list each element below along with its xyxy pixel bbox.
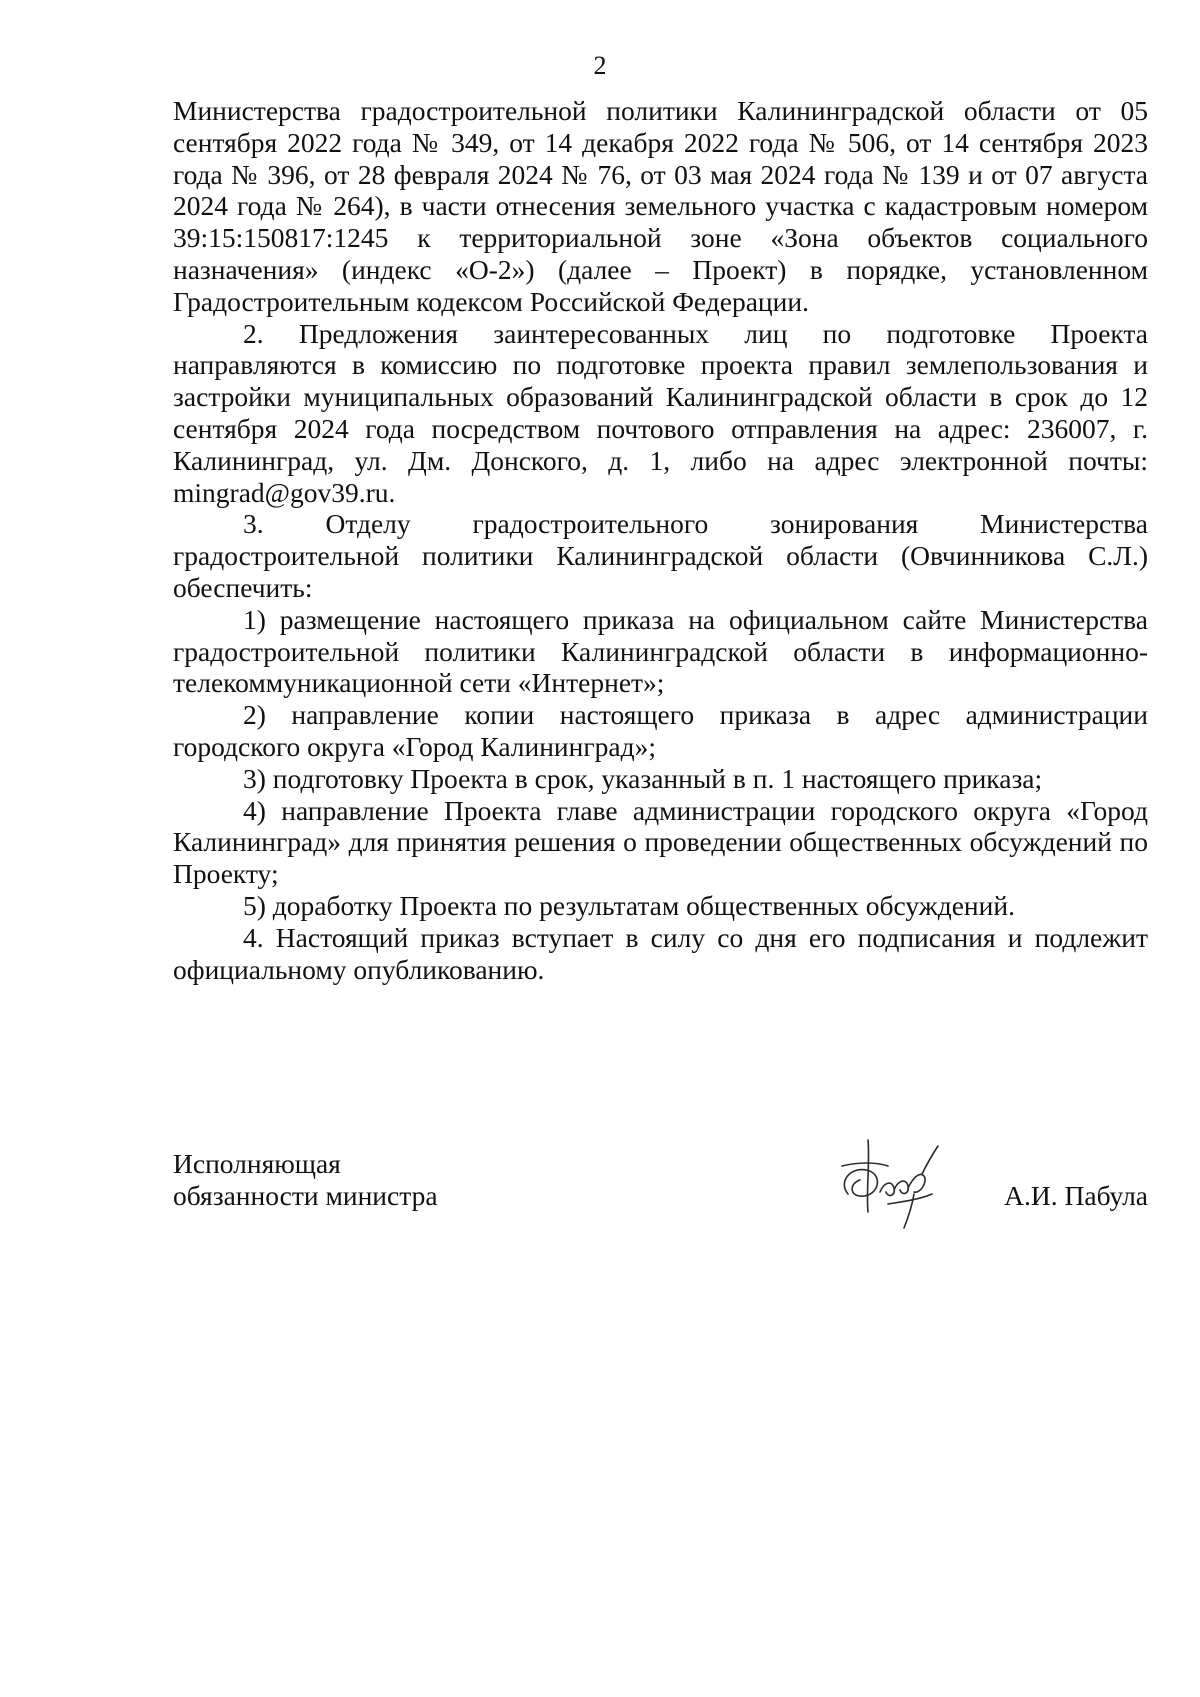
paragraph-item-2: 2. Предложения заинтересованных лиц по подготовке Проекта направляются в комиссию по подготовке проекта правил землепользования и застройки муниципальных образований Калининградской области в срок до 12 сентября 2024 года посредством почтового отправления на адрес: 236007, г. Калининград, ул. Дм. Донского, д. 1, либо на адрес электронной почты: mingrad@gov39.ru. xyxy=(173,317,1148,508)
signatory-title-line-1: Исполняющая xyxy=(173,1148,341,1179)
signatory-title-line-2: обязанности министра xyxy=(173,1180,438,1211)
signature-block xyxy=(173,1148,1148,1238)
handwritten-signature xyxy=(828,1132,958,1242)
subitem-2: 2) направление копии настоящего приказа в адрес администрации городского округа «Город Калининград»; xyxy=(173,699,1148,762)
paragraph-item-3: 3. Отделу градостроительного зонирования Министерства градостроительной политики Калининградской области (Овчинникова С.Л.) обеспечить: xyxy=(173,508,1148,603)
subitem-5: 5) доработку Проекта по результатам общественных обсуждений. xyxy=(243,889,1015,921)
signatory-name: А.И. Пабула xyxy=(1004,1180,1148,1211)
signatory-title xyxy=(173,1148,593,1212)
document-body xyxy=(173,95,1148,985)
subitem-4: 4) направление Проекта главе администрации городского округа «Город Калининград» для принятия решения о проведении общественных обсуждений по Проекту; xyxy=(173,794,1148,890)
paragraph-item-4: 4. Настоящий приказ вступает в силу со дня его подписания и подлежит официальному опубликованию. xyxy=(173,921,1148,985)
subitem-3: 3) подготовку Проекта в срок, указанный в п. 1 настоящего приказа; xyxy=(243,762,1043,794)
page-number: 2 xyxy=(593,51,607,80)
paragraph-continuation: Министерства градостроительной политики Калининградской области от 05 сентября 2022 года № 349, от 14 декабря 2022 года № 506, от 14 сентября 2023 года № 396, от 28 февраля 2024 № 76, от 03 мая 2024 года № 139 и от 07 августа 2024 года № 264), в части отнесения земельного участка с кадастровым номером 39:15:150817:1245 к территориальной зоне «Зона объектов социального назначения» (индекс «О-2») (далее – Проект) в порядке, установленном Градостроительным кодексом Российской Федерации. xyxy=(173,95,1148,317)
subitem-1: 1) размещение настоящего приказа на официальном сайте Министерства градостроительной политики Калининградской области в информационно-телекоммуникационной сети «Интернет»; xyxy=(173,603,1148,699)
